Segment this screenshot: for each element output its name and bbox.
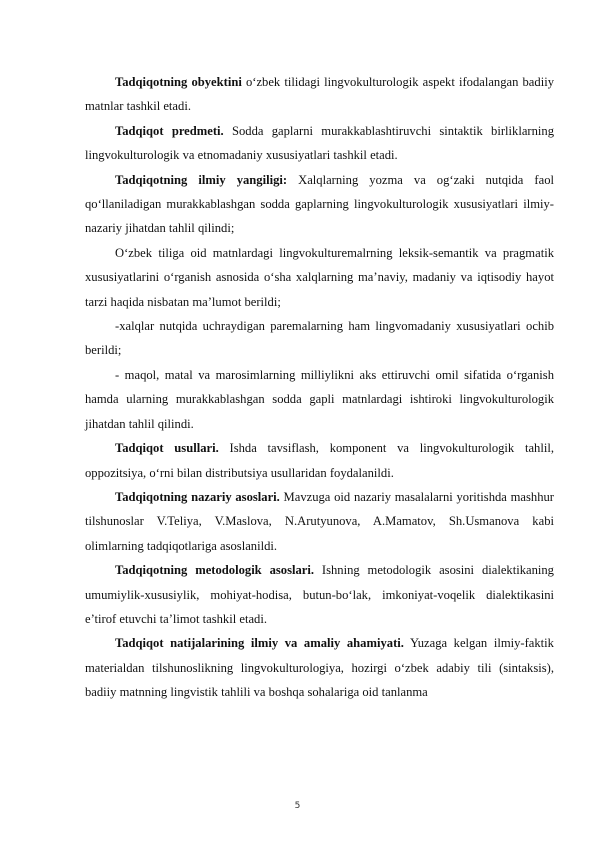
paragraph-object [85, 70, 554, 119]
paragraph-novelty-item-3 [85, 363, 554, 436]
paragraph-text: Yuzaga kelgan ilmiy-faktik materialdan tilshunoslikning lingvokulturologiya, hozirgi o‘zbek adabiy tili (sintaksis), badiiy matnning lingvistik tahlili va boshqa sohalariga oid tanlanma [85, 636, 554, 700]
paragraph-novelty [85, 168, 554, 241]
paragraph-theory [85, 485, 554, 558]
paragraph-lead: Tadqiqot usullari. [115, 441, 219, 456]
paragraph-text: Ishda tavsiflash, komponent va lingvokulturologik tahlil, oppozitsiya, o‘rni bilan distributsiya usullaridan foydalanildi. [85, 441, 554, 480]
paragraph-novelty-item-2 [85, 314, 554, 363]
paragraph-methods [85, 436, 554, 485]
paragraph-lead: Tadqiqot natijalarining ilmiy va amaliy ahamiyati. [115, 636, 404, 651]
page-number: 5 [294, 801, 301, 811]
paragraph-text: O‘zbek tiliga oid matnlardagi lingvokulturemalrning leksik-semantik va pragmatik xususiyatlarini o‘rganish asnosida o‘sha xalqlarning ma’naviy, madaniy va iqtisodiy hayot tarzi haqida nisbatan ma’lumot berildi; [85, 245, 554, 309]
paragraph-text: Mavzuga oid nazariy masalalarni yoritishda mashhur tilshunoslar V.Teliya, V.Maslova, N.Arutyunova, A.Mamatov, Sh.Usmanova kabi olimlarning tadqiqotlariga asoslanildi. [85, 489, 554, 553]
paragraph-subject [85, 119, 554, 168]
paragraph-text: -xalqlar nutqida uchraydigan paremalarning ham lingvomadaniy xususiyatlari ochib berildi; [85, 319, 554, 358]
paragraph-lead: Tadqiqotning metodologik asoslari. [115, 563, 314, 578]
paragraph-lead: Tadqiqotning nazariy asoslari. [115, 489, 280, 504]
paragraph-methodology [85, 558, 554, 631]
paragraph-text: - maqol, matal va marosimlarning milliylikni aks ettiruvchi omil sifatida o‘rganish hamda ularning murakkablashgan sodda gapli matnlardagi ishtiroki lingvokulturologik jihatdan tahlil qilindi. [85, 367, 554, 431]
paragraph-lead: Tadqiqotning ilmiy yangiligi: [115, 172, 288, 187]
paragraph-text: Sodda gaplarni murakkablashtiruvchi sintaktik birliklarning lingvokulturologik va etnomadaniy xususiyatlari tashkil etadi. [85, 123, 554, 163]
paragraph-text: Ishning metodologik asosini dialektikaning umumiylik-xususiylik, mohiyat-hodisa, butun-bo‘lak, imkoniyat-voqelik dialektikasini e’tirof etuvchi ta’limot tashkil etadi. [85, 563, 554, 626]
paragraph-lead: Tadqiqotning obyektini [115, 75, 242, 89]
document-body [85, 70, 554, 705]
paragraph-lead: Tadqiqot predmeti. [115, 123, 224, 138]
paragraph-text: o‘zbek tilidagi lingvokulturologik aspekt ifodalangan badiiy matnlar tashkil etadi. [85, 75, 554, 114]
paragraph-novelty-item-1 [85, 241, 554, 314]
paragraph-text: Xalqlarning yozma va og‘zaki nutqida faol qo‘llaniladigan murakkablashgan sodda gaplarning lingvokulturologik xususiyatlari ilmiy-nazariy jihatdan tahlil qilindi; [85, 172, 554, 236]
paragraph-significance [85, 631, 554, 704]
